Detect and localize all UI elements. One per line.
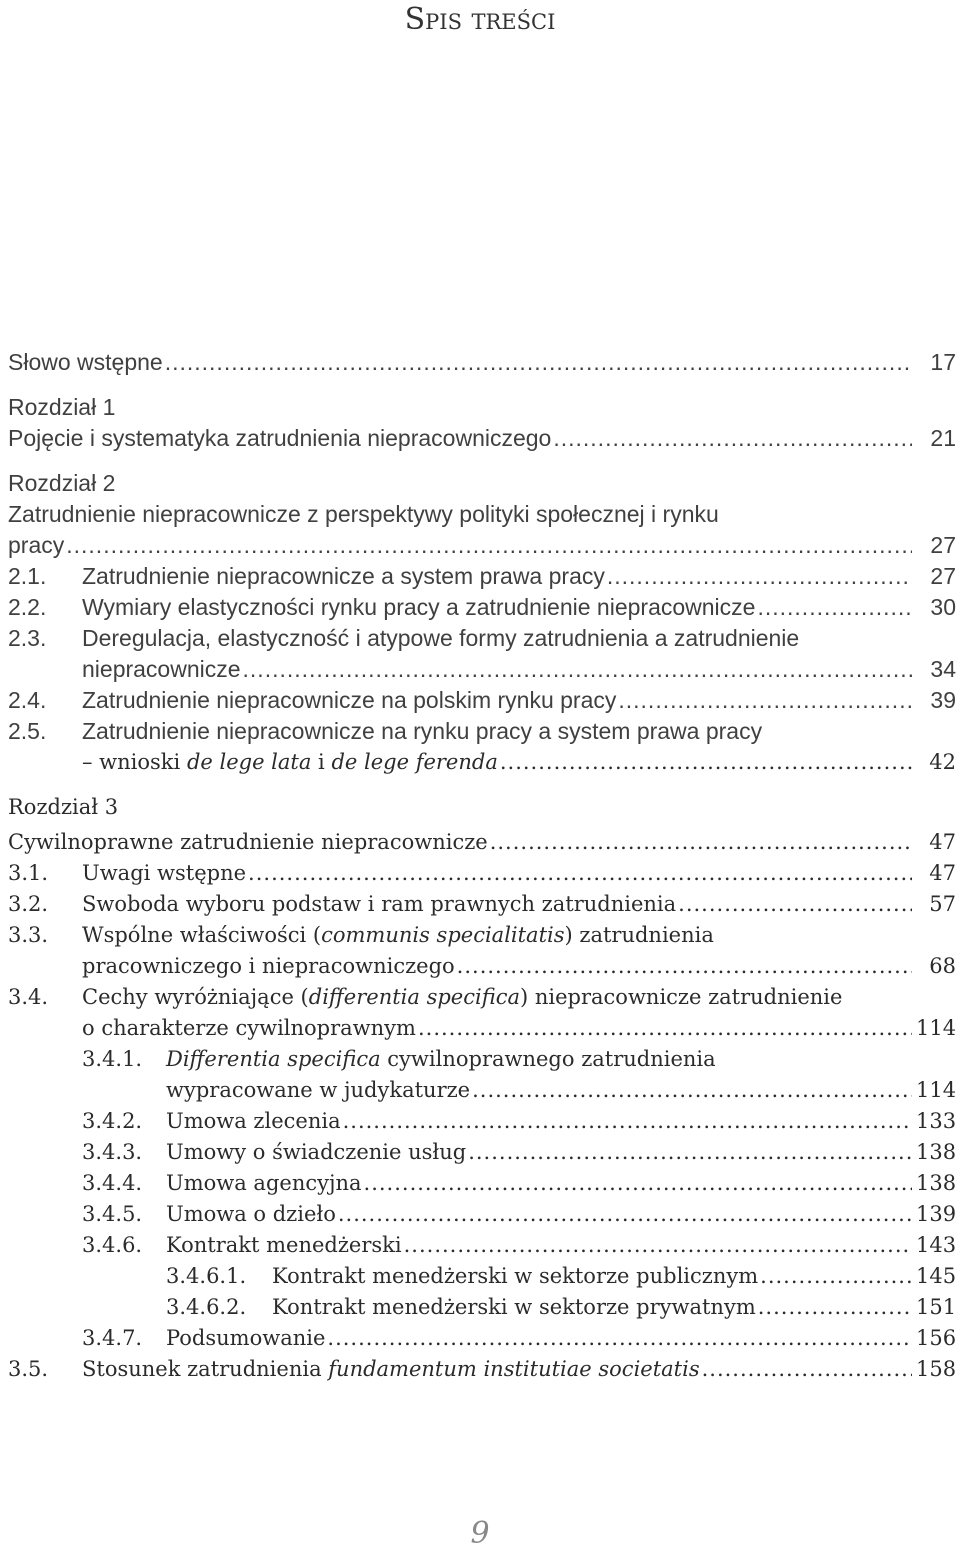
page-number: 9	[470, 1516, 490, 1551]
section-number: 3.5.	[8, 1357, 49, 1381]
section-number: 3.4.	[8, 985, 49, 1009]
toc-entry-3-4-6[interactable]	[8, 1230, 956, 1261]
italic-term: Differentia specifica	[166, 1047, 381, 1071]
toc-entry-text	[82, 747, 498, 778]
toc-entry-foreword[interactable]	[8, 347, 956, 378]
toc-page-number: 34	[930, 656, 956, 682]
toc-entry-2-5[interactable]	[8, 747, 956, 778]
toc-entry-text: Zatrudnienie niepracownicze na polskim rynku pracy	[82, 687, 617, 713]
toc-page-number: 138	[916, 1140, 957, 1164]
section-number: 2.2.	[8, 594, 47, 620]
dot-leader	[702, 1354, 912, 1385]
section-number: 2.4.	[8, 687, 47, 713]
toc-entry-3-4-1[interactable]	[8, 1075, 956, 1106]
toc-entry-text: Umowa o dzieło	[166, 1202, 336, 1226]
toc-entry-2-3-line1[interactable]	[8, 623, 956, 654]
dot-leader	[338, 1199, 912, 1230]
dot-leader	[327, 1323, 912, 1354]
section-number: 2.1.	[8, 563, 47, 589]
dot-leader	[490, 827, 912, 858]
toc-entry-text: niepracownicze	[82, 656, 241, 682]
text-part: i	[311, 750, 332, 774]
dot-leader	[248, 858, 912, 889]
toc-entry-text	[82, 920, 714, 951]
section-number: 3.2.	[8, 892, 49, 916]
text-part: Wspólne właściwości (	[82, 923, 322, 947]
toc-entry-3-4-6-1[interactable]	[8, 1261, 956, 1292]
toc-page-number: 143	[916, 1233, 957, 1257]
toc-page-number: 47	[929, 861, 956, 885]
section-number: 3.4.1.	[82, 1047, 143, 1071]
toc-entry-2-1[interactable]	[8, 561, 956, 592]
section-number: 3.1.	[8, 861, 49, 885]
text-part: cywilnoprawnego zatrudnienia	[380, 1047, 716, 1071]
section-number: 3.4.3.	[82, 1140, 143, 1164]
toc-page-number: 133	[916, 1109, 957, 1133]
section-number: 3.4.5.	[82, 1202, 143, 1226]
toc-entry-chapter-1[interactable]	[8, 423, 956, 454]
text-part: Stosunek zatrudnienia	[82, 1357, 329, 1381]
section-number: 3.4.4.	[82, 1171, 143, 1195]
toc-entry-text: Wymiary elastyczności rynku pracy a zatrudnienie niepracownicze	[82, 594, 756, 620]
toc-entry-text: Kontrakt menedżerski	[166, 1233, 402, 1257]
toc-entry-text: pracowniczego i niepracowniczego	[82, 954, 455, 978]
toc-page-number: 47	[929, 830, 956, 854]
text-part: ) zatrudnienia	[564, 923, 714, 947]
dot-leader	[418, 1013, 912, 1044]
toc-entry-text	[82, 1354, 700, 1385]
toc-entry-text: Uwagi wstępne	[82, 861, 247, 885]
toc-page-number: 114	[916, 1078, 957, 1102]
toc-entry-3-3[interactable]	[8, 951, 956, 982]
toc-entry-text: pracy	[8, 532, 65, 558]
toc-entry-chapter-2[interactable]	[8, 530, 956, 561]
italic-term: de lege lata	[186, 750, 312, 774]
toc-entry-text: Kontrakt menedżerski w sektorze prywatnym	[272, 1295, 756, 1319]
toc-page-number: 145	[916, 1264, 957, 1288]
toc-entry-text: Cywilnoprawne zatrudnienie niepracownicze	[8, 830, 488, 854]
italic-term: fundamentum institutiae societatis	[328, 1357, 700, 1381]
toc-entry-text: Słowo wstępne	[8, 349, 163, 375]
section-number: 3.3.	[8, 923, 49, 947]
toc-page-number: 151	[916, 1295, 957, 1319]
toc-entry-text: Swoboda wyboru podstaw i ram prawnych zatrudnienia	[82, 892, 677, 916]
dot-leader	[500, 747, 912, 778]
italic-term: de lege ferenda	[331, 750, 498, 774]
toc-entry-3-4-5[interactable]	[8, 1199, 956, 1230]
toc-entry-text: Kontrakt menedżerski w sektorze publicznym	[272, 1264, 759, 1288]
toc-entry-3-5[interactable]	[8, 1354, 956, 1385]
chapter-2-label: Rozdział 2	[8, 470, 116, 496]
dot-leader	[757, 592, 912, 623]
toc-page-number: 30	[930, 594, 956, 620]
toc-entry-text: wypracowane w judykaturze	[166, 1078, 471, 1102]
toc-entry-chapter-2-line1[interactable]: Zatrudnienie niepracownicze z perspektywy polityki społecznej i rynku	[8, 501, 719, 527]
toc-page-number: 68	[929, 954, 956, 978]
toc-page-number: 158	[916, 1357, 957, 1381]
toc-entry-3-4-3[interactable]	[8, 1137, 956, 1168]
toc-entry-text: Deregulacja, elastyczność i atypowe formy zatrudnienia a zatrudnienie	[82, 625, 800, 651]
section-number: 3.4.6.1.	[166, 1264, 247, 1288]
toc-page-number: 138	[916, 1171, 957, 1195]
toc-page-number: 57	[929, 892, 956, 916]
text-part: ) niepracownicze zatrudnienie	[520, 985, 843, 1009]
toc-entry-3-1[interactable]	[8, 858, 956, 889]
table-of-contents	[8, 347, 956, 1385]
toc-entry-3-3-line1[interactable]	[8, 920, 956, 951]
toc-entry-3-4-line1[interactable]	[8, 982, 956, 1013]
dot-leader	[553, 423, 912, 454]
toc-entry-2-2[interactable]	[8, 592, 956, 623]
text-part: – wnioski	[82, 750, 187, 774]
text-part: Cechy wyróżniające (	[82, 985, 309, 1009]
toc-entry-chapter-3[interactable]	[8, 827, 956, 858]
toc-entry-text	[166, 1044, 716, 1075]
section-number: 3.4.2.	[82, 1109, 143, 1133]
toc-entry-3-4[interactable]	[8, 1013, 956, 1044]
dot-leader	[457, 951, 912, 982]
toc-page-number: 139	[916, 1202, 957, 1226]
toc-page-number: 27	[930, 532, 956, 558]
chapter-1-label: Rozdział 1	[8, 394, 116, 420]
toc-entry-text: Zatrudnienie niepracownicze na rynku pracy a system prawa pracy	[82, 718, 763, 744]
section-number: 3.4.6.	[82, 1233, 143, 1257]
toc-page-number: 17	[930, 349, 956, 375]
dot-leader	[472, 1075, 912, 1106]
dot-leader	[165, 347, 912, 378]
page-title: Spis treści	[404, 2, 556, 37]
toc-entry-text: Umowa zlecenia	[166, 1109, 341, 1133]
section-number: 3.4.6.2.	[166, 1295, 247, 1319]
toc-page-number: 156	[916, 1326, 957, 1350]
toc-entry-3-4-4[interactable]	[8, 1168, 956, 1199]
dot-leader	[468, 1137, 912, 1168]
toc-entry-2-3[interactable]	[8, 654, 956, 685]
toc-entry-text: Pojęcie i systematyka zatrudnienia niepracowniczego	[8, 425, 552, 451]
toc-entry-3-4-6-2[interactable]	[8, 1292, 956, 1323]
toc-entry-2-4[interactable]	[8, 685, 956, 716]
italic-term: communis specialitatis	[321, 923, 565, 947]
dot-leader	[243, 654, 912, 685]
toc-entry-3-4-7[interactable]	[8, 1323, 956, 1354]
toc-entry-text: o charakterze cywilnoprawnym	[82, 1016, 416, 1040]
toc-page-number: 114	[916, 1016, 957, 1040]
toc-page-number: 21	[930, 425, 956, 451]
toc-entry-text: Podsumowanie	[166, 1326, 326, 1350]
dot-leader	[364, 1168, 912, 1199]
toc-entry-3-2[interactable]	[8, 889, 956, 920]
chapter-3-label: Rozdział 3	[8, 795, 119, 819]
section-number: 2.5.	[8, 718, 47, 744]
dot-leader	[678, 889, 912, 920]
toc-entry-text	[82, 982, 842, 1013]
toc-entry-text: Umowy o świadczenie usług	[166, 1140, 467, 1164]
dot-leader	[758, 1292, 912, 1323]
toc-entry-text: Zatrudnienie niepracownicze a system prawa pracy	[82, 563, 605, 589]
toc-entry-2-5-line1[interactable]	[8, 716, 956, 747]
dot-leader	[66, 530, 912, 561]
dot-leader	[607, 561, 912, 592]
dot-leader	[404, 1230, 912, 1261]
section-number: 2.3.	[8, 625, 47, 651]
toc-page-number: 39	[930, 687, 956, 713]
toc-entry-3-4-2[interactable]	[8, 1106, 956, 1137]
section-number: 3.4.7.	[82, 1326, 143, 1350]
dot-leader	[343, 1106, 912, 1137]
dot-leader	[760, 1261, 912, 1292]
dot-leader	[618, 685, 912, 716]
toc-page-number: 27	[930, 563, 956, 589]
toc-entry-text: Umowa agencyjna	[166, 1171, 362, 1195]
toc-page-number: 42	[929, 750, 956, 774]
toc-entry-3-4-1-line1[interactable]	[8, 1044, 956, 1075]
italic-term: differentia specifica	[308, 985, 520, 1009]
